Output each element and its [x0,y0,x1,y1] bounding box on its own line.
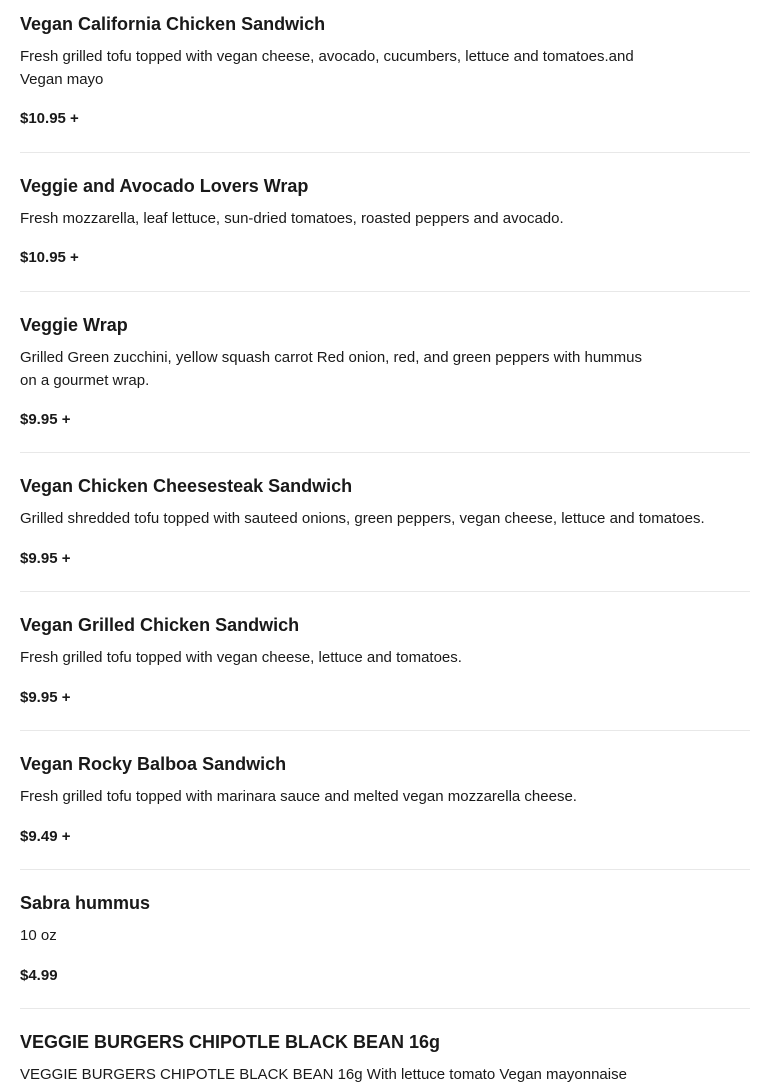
item-description: Grilled shredded tofu topped with sauteed onions, green peppers, vegan cheese, lettuce and tomatoes. [20,510,705,527]
item-divider [20,291,750,292]
item-divider [20,730,750,731]
menu-item-vegan-rocky-balboa-sandwich[interactable] [20,752,750,852]
item-divider [20,152,750,153]
item-divider [20,591,750,592]
item-description: Fresh grilled tofu topped with marinara sauce and melted vegan mozzarella cheese. [20,788,577,805]
item-name: Vegan Grilled Chicken Sandwich [20,615,300,635]
menu-item-sabra-hummus[interactable] [20,891,750,991]
item-name: Vegan Chicken Cheesesteak Sandwich [20,476,353,496]
menu-item-veggie-wrap[interactable] [20,313,750,433]
item-name: VEGGIE BURGERS CHIPOTLE BLACK BEAN 16g [20,1032,441,1052]
item-description: 10 oz [20,927,57,944]
item-name: Veggie and Avocado Lovers Wrap [20,176,309,196]
item-price: $10.95 + [20,110,79,127]
item-description: Fresh mozzarella, leaf lettuce, sun-dried tomatoes, roasted peppers and avocado. [20,210,564,227]
item-divider [20,1008,750,1009]
item-price: $9.95 + [20,550,71,567]
menu-item-vegan-california-chicken-sandwich[interactable] [20,12,750,132]
menu-item-veggie-burgers-chipotle-black-bean[interactable] [20,1030,750,1086]
menu-item-veggie-avocado-lovers-wrap[interactable] [20,174,750,274]
item-divider [20,869,750,870]
item-name: Vegan Rocky Balboa Sandwich [20,754,287,774]
menu-item-vegan-chicken-cheesesteak-sandwich[interactable] [20,474,750,574]
item-name: Veggie Wrap [20,315,128,335]
item-price: $9.49 + [20,828,71,845]
item-name: Sabra hummus [20,893,151,913]
item-description: Fresh grilled tofu topped with vegan cheese, lettuce and tomatoes. [20,649,462,666]
item-description: VEGGIE BURGERS CHIPOTLE BLACK BEAN 16g With lettuce tomato Vegan mayonnaise [20,1066,627,1083]
item-price: $9.95 + [20,689,71,706]
item-price: $10.95 + [20,249,79,266]
menu-item-vegan-grilled-chicken-sandwich[interactable] [20,613,750,713]
item-divider [20,452,750,453]
item-price: $9.95 + [20,411,71,428]
item-price: $4.99 [20,967,58,984]
item-description: Fresh grilled tofu topped with vegan cheese, avocado, cucumbers, lettuce and tomatoes.and Vegan mayo [20,48,634,88]
item-name: Vegan California Chicken Sandwich [20,14,326,34]
item-description: Grilled Green zucchini, yellow squash carrot Red onion, red, and green peppers with hummus on a gourmet wrap. [20,349,642,389]
